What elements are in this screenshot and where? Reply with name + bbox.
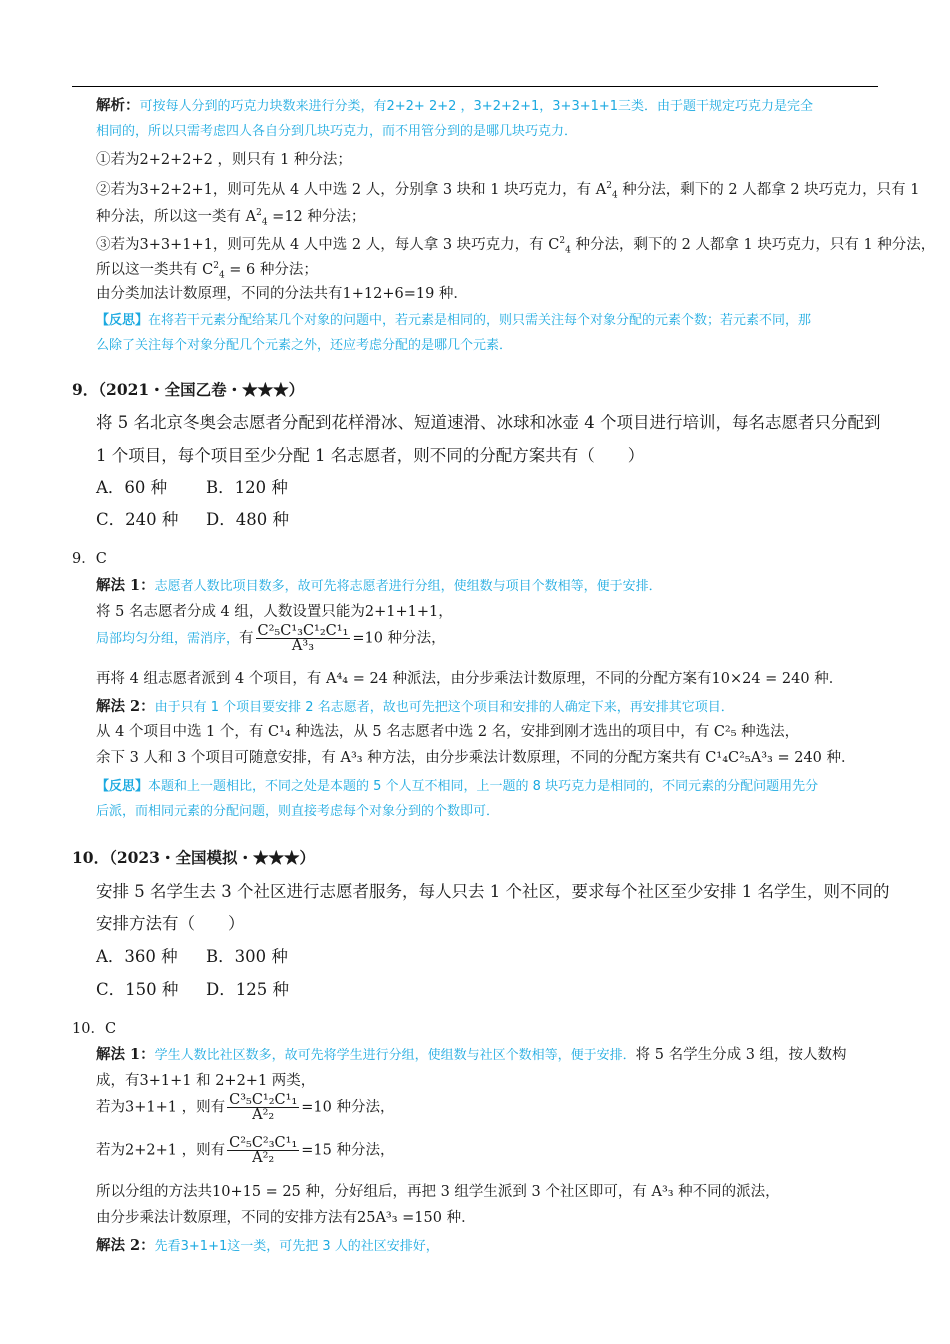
fraction-numerator: C³₅C¹₂C¹₁: [229, 1092, 298, 1108]
q9-method-2-line-3: 余下 3 人和 3 个项目可随意安排，有 A³₃ 种方法，由分步乘法计数原理，不同的分配方案共有 C¹₄C²₅A³₃ = 240 种．: [96, 750, 856, 766]
q10-method-1-line-6: 由分步乘法计数原理，不同的安排方法有25A³₃ =150 种．: [96, 1210, 476, 1226]
option-d: D．125 种: [206, 980, 289, 999]
fraction-denominator: A²₂: [252, 1107, 275, 1123]
method-hint: 学生人数比社区数多，故可先将学生进行分组，使组数与社区个数相等，便于安排．: [154, 1048, 636, 1063]
q10-case-1: [96, 1093, 394, 1122]
case-3-text-a: ③若为3+3+1+1，则可先从 4 人中选 2 人，每人拿 3 块巧克力，有 C: [96, 236, 560, 253]
analysis-hint: 可按每人分到的巧克力块数来进行分类，有2+2+ 2+2 ，3+2+2+1，3+3+1+1三类．由于题干规定巧克力是完全: [139, 99, 814, 114]
reflect-1-line-1: [96, 310, 811, 331]
q9-method-1-line-2: 将 5 名志愿者分成 4 组，人数设置只能为2+1+1+1，: [96, 604, 453, 620]
answer-9: 9．C: [72, 551, 107, 567]
method-label: 解法 2：: [96, 698, 155, 715]
method-text: 将 5 名学生分成 3 组，按人数构: [635, 1047, 847, 1063]
option-d: D．480 种: [206, 510, 289, 529]
fraction: [227, 1093, 299, 1122]
method-label: 解法 1：: [96, 577, 155, 594]
case-2-text-a: ②若为3+2+2+1，则可先从 4 人中选 2 人，分别拿 3 块和 1 块巧克力，有 A: [96, 181, 607, 198]
question-10-options-row-2: [96, 980, 289, 1000]
case-2-text-c: 种分法，所以这一类有 A: [96, 208, 257, 225]
option-c: C．240 种: [96, 510, 179, 529]
q9-method-2-line-1: [96, 697, 734, 718]
fraction-prefix: 若为3+1+1 ，则有: [96, 1099, 226, 1116]
question-10-header: 10．（2023・全国模拟・★★★）: [72, 848, 315, 867]
question-9-stem-2: 1 个项目，每个项目至少分配 1 名志愿者，则不同的分配方案共有（ ）: [96, 446, 645, 465]
case-1: ①若为2+2+2+2 ，则只有 1 种分法；: [96, 152, 352, 168]
reflect-2-line-2: 后派，而相同元素的分配问题，则直接考虑每个对象分到的个数即可．: [96, 804, 500, 819]
case-3-text-d: = 6 种分法；: [224, 261, 318, 278]
reflect-1-line-2: 么除了关注每个对象分配几个元素之外，还应考虑分配的是哪几个元素．: [96, 338, 513, 353]
method-label: 解法 2：: [96, 1237, 155, 1254]
fraction-prefix: 有: [239, 630, 254, 647]
method-label: 解法 1：: [96, 1046, 155, 1063]
q10-method-2-line-1: [96, 1236, 439, 1257]
reflect-label: 【反思】: [96, 313, 149, 328]
option-c: C．150 种: [96, 980, 179, 999]
case-3-line-1: ③若为3+3+1+1，则可先从 4 人中选 2 人，每人拿 3 块巧克力，有 $C^2_4$ 种分法，剩下的 2 人都拿 1 块巧克力，只有 1 种分法，: [96, 236, 936, 256]
fraction-suffix: =10 种分法，: [352, 630, 446, 647]
method-hint: 由于只有 1 个项目要安排 2 名志愿者，故也可先把这个项目和安排的人确定下来，再安排其它项目．: [154, 700, 734, 715]
method-hint: 先看3+1+1这一类，可先把 3 人的社区安排好，: [154, 1239, 439, 1254]
reflect-text: 本题和上一题相比，不同之处是本题的 5 个人互不相同，上一题的 8 块巧克力是相同的，不同元素的分配问题用先分: [148, 779, 819, 794]
header-rule: [72, 86, 878, 87]
question-9-stem-1: 将 5 名北京冬奥会志愿者分配到花样滑冰、短道速滑、冰球和冰壶 4 个项目进行培训，每名志愿者只分配到: [96, 413, 881, 432]
method-hint: 局部均匀分组，需消序，: [96, 631, 240, 647]
case-3-text-b: 种分法，剩下的 2 人都拿 1 块巧克力，只有 1 种分法，: [570, 236, 936, 253]
fraction-numerator: C²₅C²₃C¹₁: [229, 1135, 298, 1151]
fraction-denominator: A²₂: [252, 1150, 275, 1166]
method-hint: 志愿者人数比项目数多，故可先将志愿者进行分组，使组数与项目个数相等，便于安排．: [154, 579, 662, 594]
case-3-line-2: 所以这一类共有 $C^2_4 = 6$ 种分法；: [96, 261, 318, 281]
case-3-text-c: 所以这一类共有 C: [96, 261, 214, 278]
case-2-line-2: 种分法，所以这一类有 $A^2_4 =12$ 种分法；: [96, 208, 366, 228]
q9-method-1-line-4: 再将 4 组志愿者派到 4 个项目，有 A⁴₄ = 24 种派法，由分步乘法计数原理，不同的分配方案有10×24 = 240 种．: [96, 671, 844, 687]
q9-method-1-line-3: [96, 624, 446, 653]
reflect-2-line-1: [96, 776, 818, 797]
fraction-suffix: =15 种分法，: [301, 1142, 395, 1159]
case-2-line-1: ②若为3+2+2+1，则可先从 4 人中选 2 人，分别拿 3 块和 1 块巧克力，有 $A^2_4$ 种分法，剩下的 2 人都拿 2 块巧克力，只有 1: [96, 181, 920, 201]
question-9-options-row-1: [96, 478, 288, 498]
analysis-total: 由分类加法计数原理，不同的分法共有1+12+6=19 种．: [96, 286, 468, 302]
q10-method-1-line-1: [96, 1045, 847, 1066]
option-b: B．300 种: [206, 947, 288, 966]
fraction-denominator: A³₃: [291, 638, 315, 654]
reflect-label: 【反思】: [96, 779, 149, 794]
question-10-options-row-1: [96, 947, 288, 967]
question-9-header: 9．（2021・全国乙卷・★★★）: [72, 380, 305, 399]
fraction: [227, 1136, 299, 1165]
fraction-suffix: =10 种分法，: [301, 1099, 395, 1116]
analysis-line-1: [96, 96, 813, 117]
case-2-text-d: =12 种分法；: [267, 208, 366, 225]
question-10-stem-1: 安排 5 名学生去 3 个社区进行志愿者服务，每人只去 1 个社区，要求每个社区至少安排 1 名学生，则不同的: [96, 882, 890, 901]
q10-method-1-line-2: 成，有3+1+1 和 2+2+1 两类，: [96, 1073, 316, 1089]
option-b: B．120 种: [206, 478, 288, 497]
fraction: [256, 624, 351, 653]
reflect-text: 在将若干元素分配给某几个对象的问题中，若元素是相同的，则只需关注每个对象分配的元素个数；若元素不同，那: [148, 313, 812, 328]
option-a: A．60 种: [96, 478, 168, 497]
fraction-numerator: C²₅C¹₃C¹₂C¹₁: [257, 623, 349, 639]
q9-method-2-line-2: 从 4 个项目中选 1 个，有 C¹₄ 种选法，从 5 名志愿者中选 2 名，安排到刚才选出的项目中，有 C²₅ 种选法，: [96, 724, 800, 740]
fraction-prefix: 若为2+2+1 ，则有: [96, 1142, 226, 1159]
case-2-text-b: 种分法，剩下的 2 人都拿 2 块巧克力，只有 1: [617, 181, 920, 198]
answer-10: 10．C: [72, 1021, 117, 1037]
analysis-label: 解析：: [96, 97, 140, 114]
q9-method-1-line-1: [96, 576, 662, 597]
q10-case-2: [96, 1136, 394, 1165]
analysis-hint-2: 相同的，所以只需考虑四人各自分到几块巧克力，而不用管分到的是哪几块巧克力．: [96, 124, 578, 139]
q10-method-1-line-5: 所以分组的方法共10+15 = 25 种，分好组后，再把 3 组学生派到 3 个社区即可，有 A³₃ 种不同的派法，: [96, 1184, 780, 1200]
question-9-options-row-2: [96, 510, 289, 530]
question-10-stem-2: 安排方法有（ ）: [96, 914, 245, 933]
option-a: A．360 种: [96, 947, 178, 966]
